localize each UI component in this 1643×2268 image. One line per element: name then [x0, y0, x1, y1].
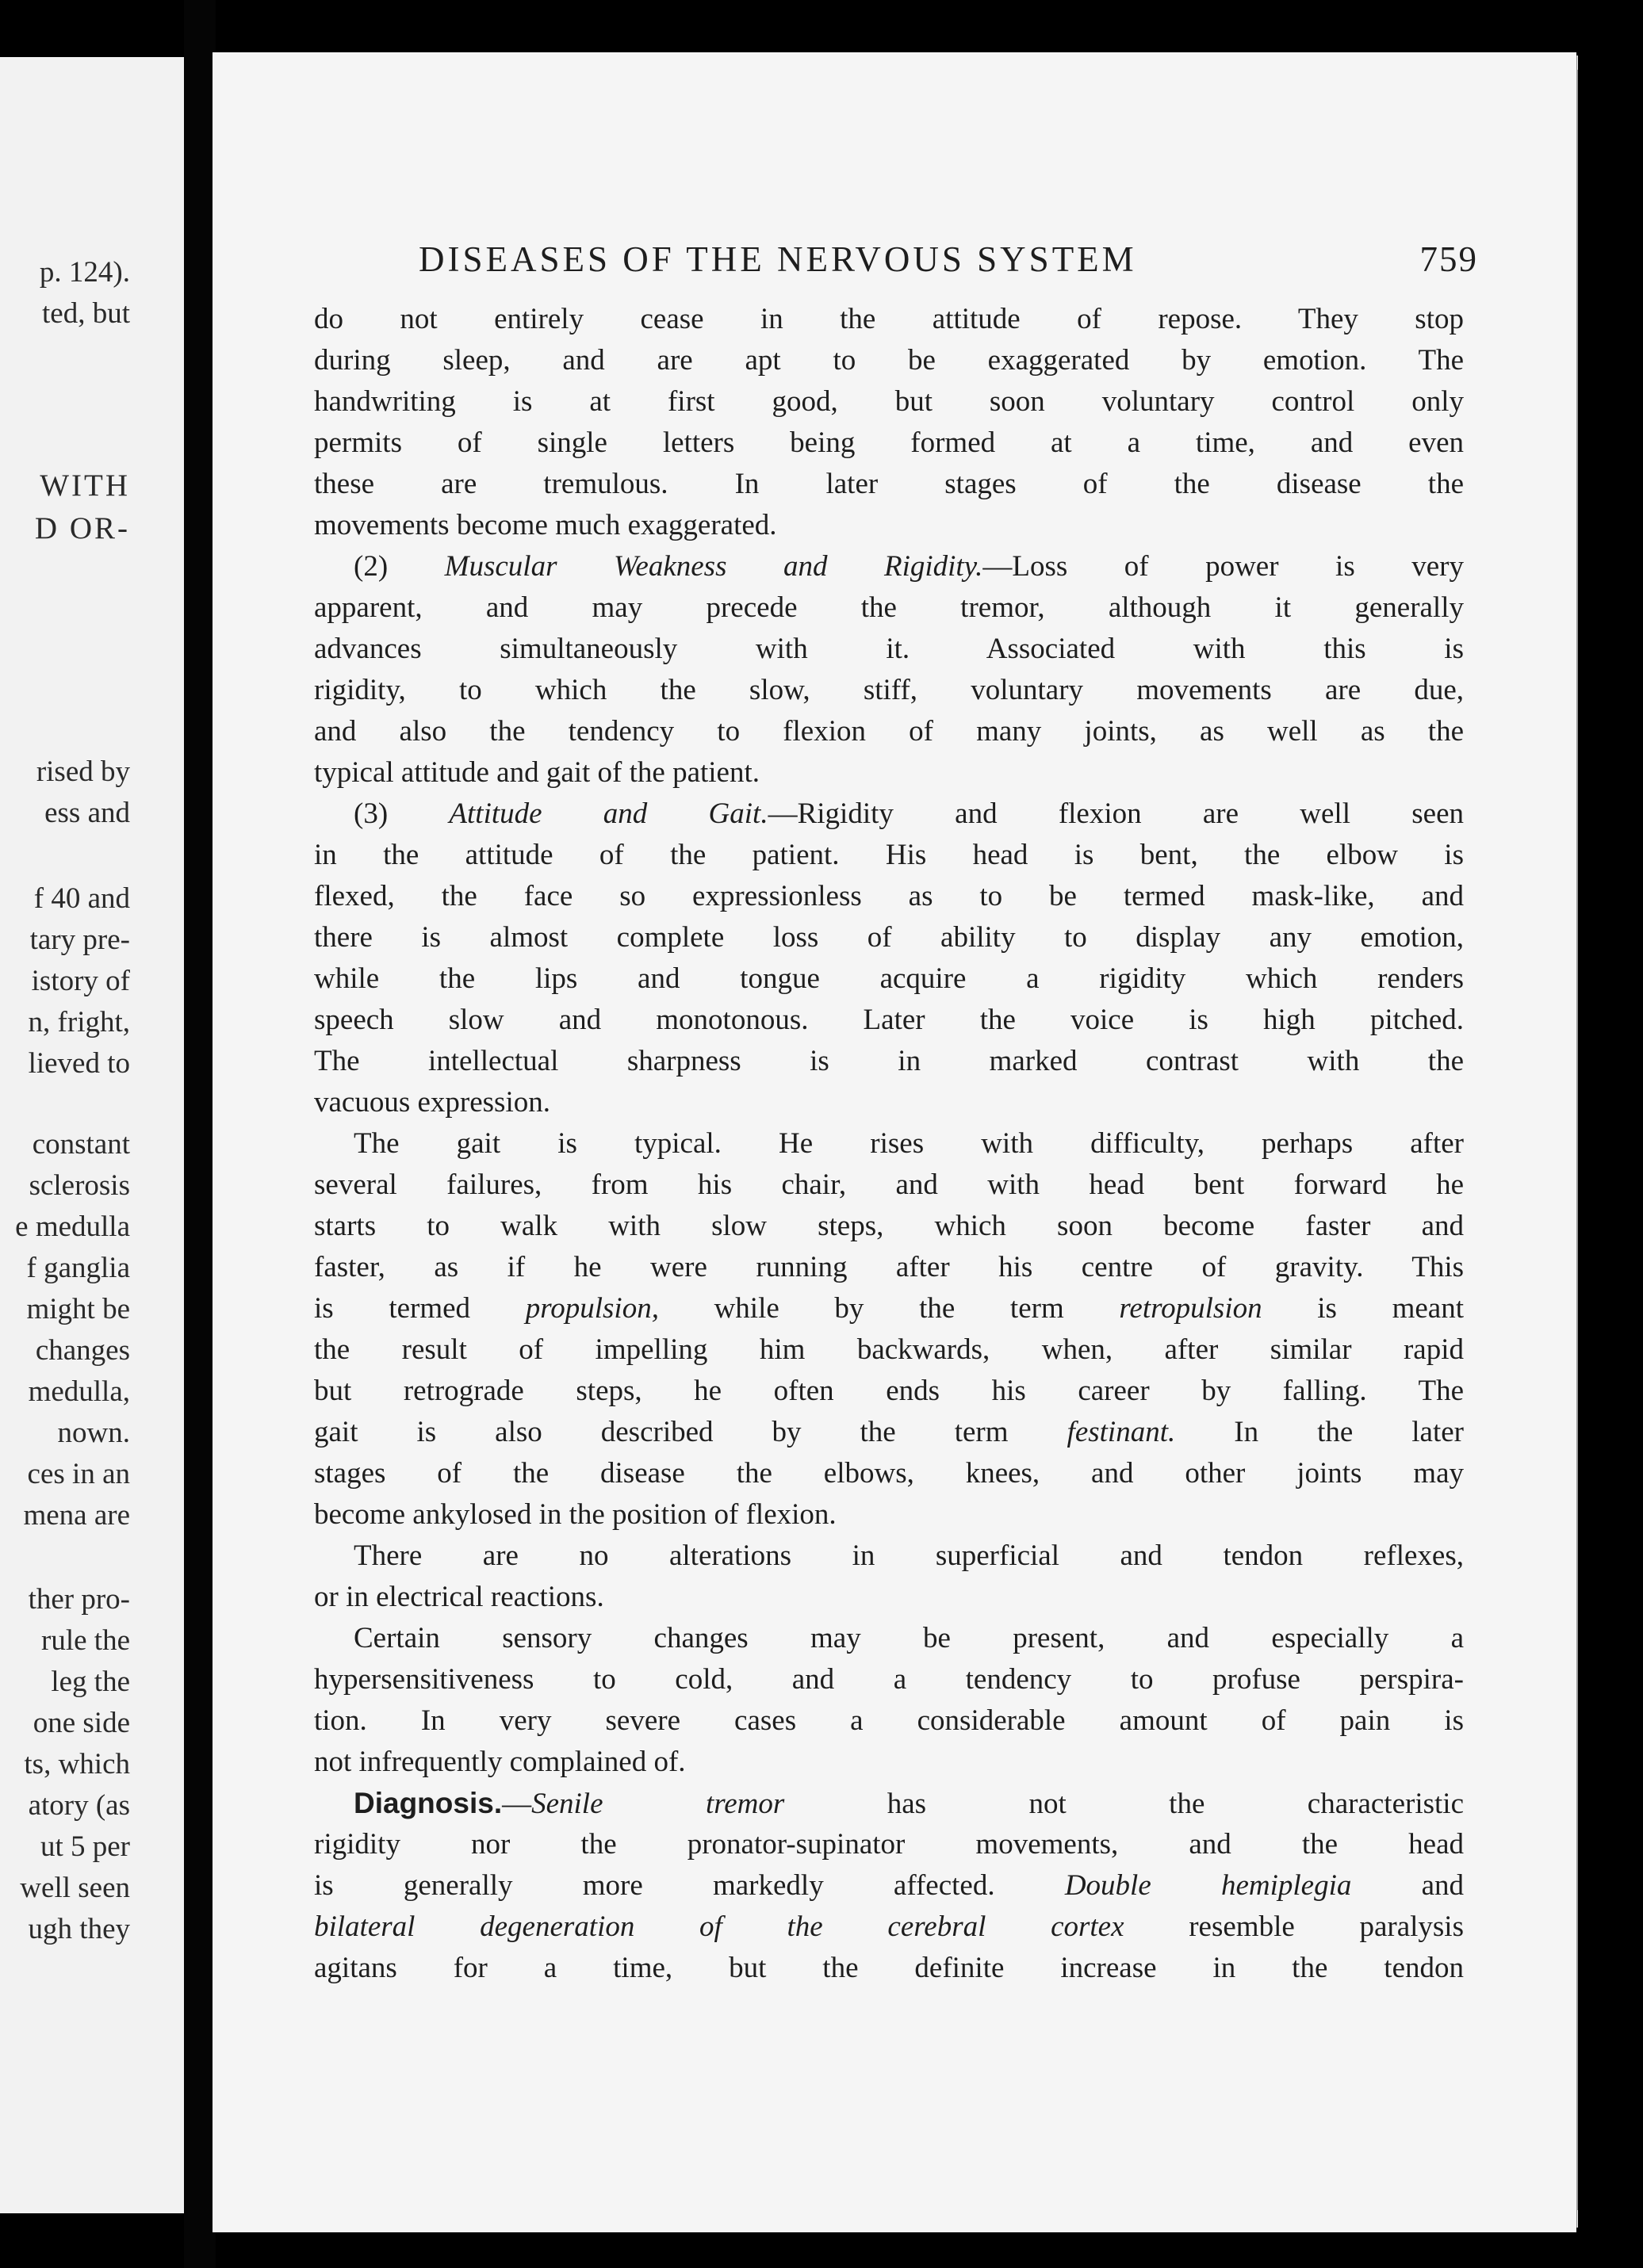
left-page-fragment: might be — [26, 1293, 130, 1325]
section-heading-italic: Muscular Weakness and Rigidity. — [444, 550, 983, 583]
text-line: bilateral degeneration of the cerebral cortex resemble paralysis — [314, 1910, 1464, 1943]
italic-term: festinant. — [1067, 1416, 1176, 1448]
left-page-fragment: leg the — [51, 1666, 130, 1698]
text-line: the result of impelling him backwards, when, after similar rapid — [314, 1333, 1464, 1366]
italic-term: Double hemiplegia — [1064, 1869, 1352, 1902]
text-line: apparent, and may precede the tremor, although it generally — [314, 591, 1464, 624]
text-line: but retrograde steps, he often ends his career by falling. The — [314, 1375, 1464, 1407]
text-line: (3) Attitude and Gait.—Rigidity and flexion are well seen — [354, 797, 1464, 830]
left-page-fragment: rule the — [41, 1624, 130, 1657]
text-line: these are tremulous. In later stages of the disease the — [314, 468, 1464, 500]
left-page-fragment: well seen — [20, 1872, 130, 1904]
text-line: speech slow and monotonous. Later the voice is high pitched. — [314, 1004, 1464, 1036]
text-line: advances simultaneously with it. Associated with this is — [314, 633, 1464, 665]
left-page-fragment: nown. — [57, 1417, 130, 1449]
italic-term: retropulsion — [1119, 1292, 1262, 1325]
left-page-fragment: ted, but — [42, 297, 130, 330]
left-page-fragment: changes — [35, 1334, 130, 1367]
text-line: gait is also described by the term festinant. In the later — [314, 1416, 1464, 1448]
left-page-fragment: ts, which — [24, 1748, 130, 1780]
italic-term: Senile tremor — [531, 1788, 785, 1820]
left-page-fragment: WITH — [40, 469, 130, 503]
left-page-fragment: ess and — [44, 797, 130, 829]
text-line: there is almost complete loss of ability to display any emotion, — [314, 921, 1464, 954]
left-page-fragment: ut 5 per — [40, 1830, 130, 1863]
text-line: during sleep, and are apt to be exaggerated by emotion. The — [314, 344, 1464, 377]
text-line: hypersensitiveness to cold, and a tendency to profuse perspira- — [314, 1663, 1464, 1696]
page-number: 759 — [1419, 239, 1478, 279]
text-line: in the attitude of the patient. His head is bent, the elbow is — [314, 839, 1464, 871]
text-line: and also the tendency to flexion of many joints, as well as the — [314, 715, 1464, 748]
italic-term: propulsion, — [525, 1292, 659, 1325]
text-line: starts to walk with slow steps, which soon become faster and — [314, 1210, 1464, 1242]
left-page-fragment: sclerosis — [29, 1169, 130, 1202]
text-line: stages of the disease the elbows, knees, and other joints may — [314, 1457, 1464, 1490]
left-page-fragment: atory (as — [28, 1789, 130, 1822]
left-page-fragment: mena are — [23, 1499, 130, 1532]
left-page-fragment: p. 124). — [39, 256, 130, 289]
text-line: or in electrical reactions. — [314, 1581, 604, 1613]
text-line: handwriting is at first good, but soon voluntary control only — [314, 385, 1464, 418]
left-page-fragment: constant — [32, 1128, 130, 1161]
text-line: The intellectual sharpness is in marked contrast with the — [314, 1045, 1464, 1077]
left-page-fragment: one side — [33, 1707, 130, 1739]
left-page-fragment: tary pre- — [29, 924, 130, 956]
text-line: several failures, from his chair, and with head bent forward he — [314, 1168, 1464, 1201]
text-line: not infrequently complained of. — [314, 1746, 686, 1778]
text-line: is termed propulsion, while by the term retropulsion is meant — [314, 1292, 1464, 1325]
running-head — [213, 239, 1576, 286]
text-line: rigidity nor the pronator-supinator movements, and the head — [314, 1828, 1464, 1861]
left-page-fragment: istory of — [31, 965, 130, 997]
left-page-fragment: f ganglia — [26, 1252, 130, 1284]
text-line: rigidity, to which the slow, stiff, voluntary movements are due, — [314, 674, 1464, 706]
left-page-fragment: f 40 and — [33, 882, 130, 915]
left-page-fragment: D OR- — [34, 511, 130, 545]
text-line: typical attitude and gait of the patient. — [314, 756, 760, 789]
text-line: become ankylosed in the position of flexion. — [314, 1498, 837, 1531]
left-page-fragment: medulla, — [28, 1375, 130, 1408]
running-head-title: DISEASES OF THE NERVOUS SYSTEM — [419, 239, 1137, 279]
text-line: The gait is typical. He rises with difficulty, perhaps after — [354, 1127, 1464, 1160]
text-line: permits of single letters being formed at a time, and even — [314, 426, 1464, 459]
text-line: flexed, the face so expressionless as to be termed mask-like, and — [314, 880, 1464, 912]
text-line: Diagnosis.—Senile tremor has not the characteristic — [354, 1787, 1464, 1820]
left-page-fragment: ugh they — [28, 1913, 130, 1945]
left-page-fragment: rised by — [36, 755, 130, 788]
left-page — [0, 57, 184, 2213]
text-line: while the lips and tongue acquire a rigidity which renders — [314, 962, 1464, 995]
diagnosis-heading: Diagnosis. — [354, 1787, 503, 1819]
text-line: There are no alterations in superficial and tendon reflexes, — [354, 1539, 1464, 1572]
text-line: (2) Muscular Weakness and Rigidity.—Loss of power is very — [354, 550, 1464, 583]
left-page-fragment: lieved to — [28, 1047, 130, 1080]
left-page-fragment: n, fright, — [28, 1006, 130, 1038]
text-line: is generally more markedly affected. Double hemiplegia and — [314, 1869, 1464, 1902]
left-page-fragment: ther pro- — [28, 1583, 130, 1616]
text-line: faster, as if he were running after his centre of gravity. This — [314, 1251, 1464, 1283]
italic-term: bilateral degeneration of the cerebral cortex — [314, 1910, 1124, 1943]
right-page — [213, 52, 1576, 2232]
left-page-fragment: ces in an — [27, 1458, 130, 1490]
text-line: Certain sensory changes may be present, and especially a — [354, 1622, 1464, 1654]
text-line: agitans for a time, but the definite increase in the tendon — [314, 1952, 1464, 1984]
text-line: movements become much exaggerated. — [314, 509, 777, 541]
text-line: vacuous expression. — [314, 1086, 550, 1119]
text-line: tion. In very severe cases a considerable amount of pain is — [314, 1704, 1464, 1737]
left-page-fragment: e medulla — [15, 1210, 130, 1243]
text-line: do not entirely cease in the attitude of repose. They stop — [314, 303, 1464, 335]
book-gutter — [184, 0, 216, 2268]
section-heading-italic: Attitude and Gait. — [449, 797, 768, 830]
